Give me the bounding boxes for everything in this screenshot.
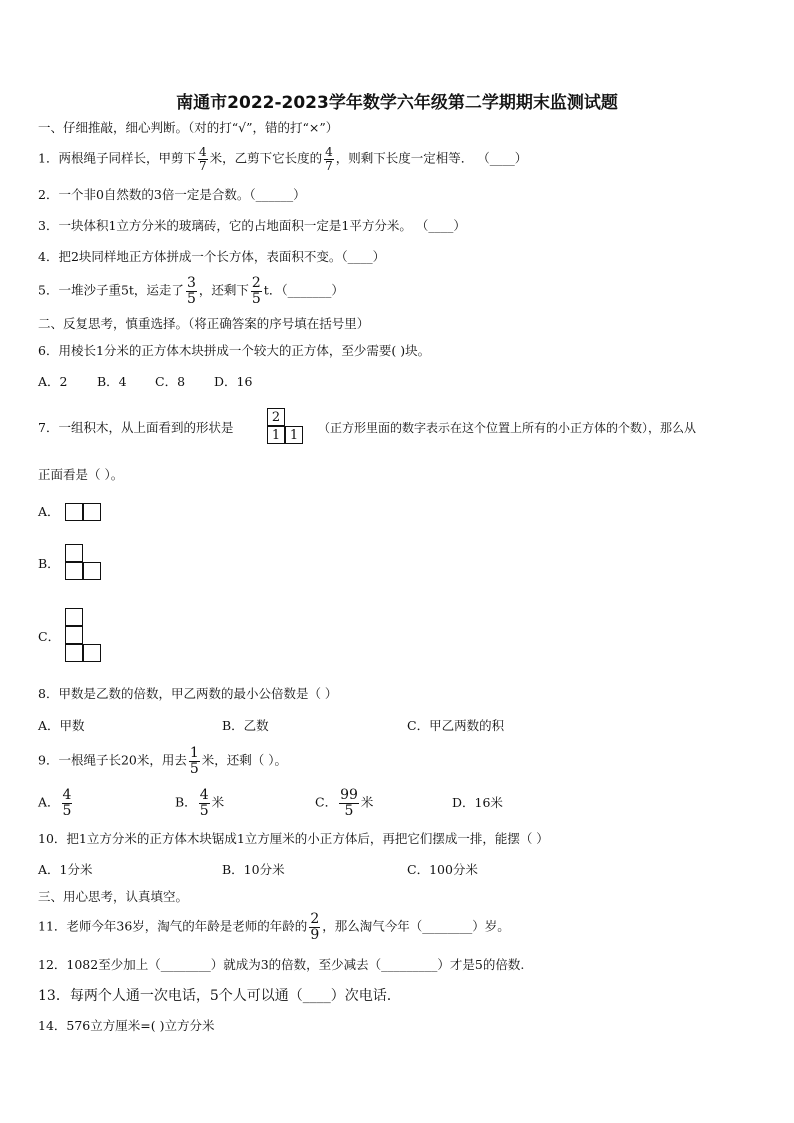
- q8-option-c: C．甲乙两数的积: [407, 718, 505, 733]
- q7a-cell: [65, 503, 83, 521]
- q5-f1-den: 5: [186, 290, 196, 307]
- q10-option-a: A．1分米: [38, 862, 93, 877]
- q9c-fraction: [339, 788, 359, 818]
- q11-text-b: ，那么淘气今年（________）岁。: [322, 918, 510, 934]
- q6-option-a: A．2: [38, 374, 68, 389]
- question-12: 12．1082至少加上（________）就成为3的倍数，至少减去（_________）才是5的倍数.: [38, 957, 525, 972]
- question-5: [38, 276, 344, 306]
- q5-fraction-1: [186, 276, 197, 306]
- question-11: [38, 912, 510, 942]
- q9-fraction: [189, 746, 200, 776]
- q9a-num: 4: [62, 787, 72, 803]
- q9c-label: C．: [315, 794, 338, 810]
- q9-option-b: [175, 788, 224, 818]
- section-1-heading: 一、仔细推敲，细心判断。（对的打“√”，错的打“×”）: [38, 120, 339, 135]
- q5-text-b: ，还剩下: [198, 282, 249, 298]
- question-4: 4．把2块同样地正方体拼成一个长方体，表面积不变。（____）: [38, 249, 386, 264]
- q7-option-a-label: A．: [38, 504, 60, 519]
- q10-option-b: B．10分米: [222, 862, 285, 877]
- q7-text-a: 7．一组积木，从上面看到的形状是: [38, 420, 234, 435]
- q9-option-c: [315, 788, 373, 818]
- q7-grid-cell-bottom-right: 1: [285, 426, 303, 444]
- q9c-num: 99: [340, 787, 358, 803]
- q7c-cell: [65, 608, 83, 626]
- q9-text-b: 米，还剩（ ）。: [201, 752, 288, 768]
- q9a-label: A．: [38, 794, 60, 810]
- question-13: 13．每两个人通一次电话，5个人可以通（____）次电话.: [38, 988, 392, 1004]
- q9c-den: 5: [344, 802, 354, 819]
- q7b-cell: [65, 544, 83, 562]
- q1-text-a: 1．两根绳子同样长，甲剪下: [38, 150, 196, 166]
- q8-option-a: A．甲数: [38, 718, 85, 733]
- question-3: 3．一块体积1立方分米的玻璃砖，它的占地面积一定是1平方分米。 （____）: [38, 218, 466, 233]
- question-9: [38, 746, 287, 776]
- q10-option-c: C．100分米: [407, 862, 478, 877]
- q9-f-num: 1: [189, 745, 199, 761]
- q5-text-a: 5．一堆沙子重5t，运走了: [38, 282, 184, 298]
- question-2: 2．一个非0自然数的3倍一定是合数。（______）: [38, 187, 306, 202]
- q7b-cell: [83, 562, 101, 580]
- q7-option-b-label: B．: [38, 556, 60, 571]
- q7-option-c-label: C．: [38, 629, 61, 644]
- q1-f1-den: 7: [198, 158, 207, 173]
- q7c-cell: [65, 626, 83, 644]
- q11-f-num: 2: [310, 911, 320, 927]
- q5-f2-den: 5: [251, 290, 261, 307]
- q7-text-b: （正方形里面的数字表示在这个位置上所有的小正方体的个数），那么从: [318, 421, 697, 435]
- q9c-unit: 米: [360, 794, 374, 810]
- section-3-heading: 三、用心思考，认真填空。: [38, 889, 189, 904]
- question-10: 10．把1立方分米的正方体木块锯成1立方厘米的小正方体后，再把它们摆成一排，能摆（ ）: [38, 831, 549, 846]
- q9b-fraction: [199, 788, 210, 818]
- q5-f1-num: 3: [186, 275, 196, 291]
- q9a-den: 5: [62, 802, 72, 819]
- q9b-num: 4: [199, 787, 209, 803]
- question-8: 8．甲数是乙数的倍数，甲乙两数的最小公倍数是（ ）: [38, 686, 338, 701]
- q9-option-a: [38, 788, 74, 818]
- q7a-cell: [83, 503, 101, 521]
- q11-f-den: 9: [310, 926, 320, 943]
- q9-text-a: 9．一根绳子长20米，用去: [38, 752, 187, 768]
- q7-text-c: 正面看是（ ）。: [38, 467, 124, 482]
- question-1: [38, 146, 527, 172]
- q1-text-b: 米，乙剪下它长度的: [209, 150, 323, 166]
- q7b-cell: [65, 562, 83, 580]
- q5-f2-num: 2: [251, 275, 261, 291]
- q1-f1-num: 4: [198, 145, 207, 159]
- q7c-cell: [65, 644, 83, 662]
- q6-option-c: C．8: [155, 374, 186, 389]
- q5-fraction-2: [251, 276, 262, 306]
- q5-text-c: t．（_______）: [263, 282, 344, 298]
- q9b-den: 5: [199, 802, 209, 819]
- page-title: 南通市2022-2023学年数学六年级第二学期期末监测试题: [176, 93, 618, 113]
- q8-option-b: B．乙数: [222, 718, 269, 733]
- q1-f2-num: 4: [325, 145, 333, 159]
- q1-f2-den: 7: [325, 158, 333, 173]
- q6-option-d: D．16: [214, 374, 253, 389]
- q9-option-d: D．16米: [452, 795, 503, 810]
- section-2-heading: 二、反复思考，慎重选择。（将正确答案的序号填在括号里）: [38, 316, 370, 331]
- question-7-line-1: [38, 422, 233, 435]
- q9-f-den: 5: [189, 760, 199, 777]
- q7c-cell: [83, 644, 101, 662]
- q1-fraction-2: [324, 146, 334, 172]
- q6-option-b: B．4: [97, 374, 127, 389]
- q9a-fraction: [62, 788, 73, 818]
- q1-text-c: ，则剩下长度一定相等． （____）: [335, 150, 528, 166]
- q11-text-a: 11．老师今年36岁，淘气的年龄是老师的年龄的: [38, 918, 308, 934]
- q11-fraction: [309, 912, 320, 942]
- q9b-label: B．: [175, 794, 197, 810]
- q9b-unit: 米: [211, 794, 225, 810]
- q1-fraction-1: [198, 146, 208, 172]
- question-14: 14．576立方厘米=( )立方分米: [38, 1018, 215, 1033]
- question-6: 6．用棱长1分米的正方体木块拼成一个较大的正方体，至少需要( )块。: [38, 343, 431, 358]
- q7-grid-cell-bottom-left: 1: [267, 426, 285, 444]
- q7-grid-cell-top: 2: [267, 408, 285, 426]
